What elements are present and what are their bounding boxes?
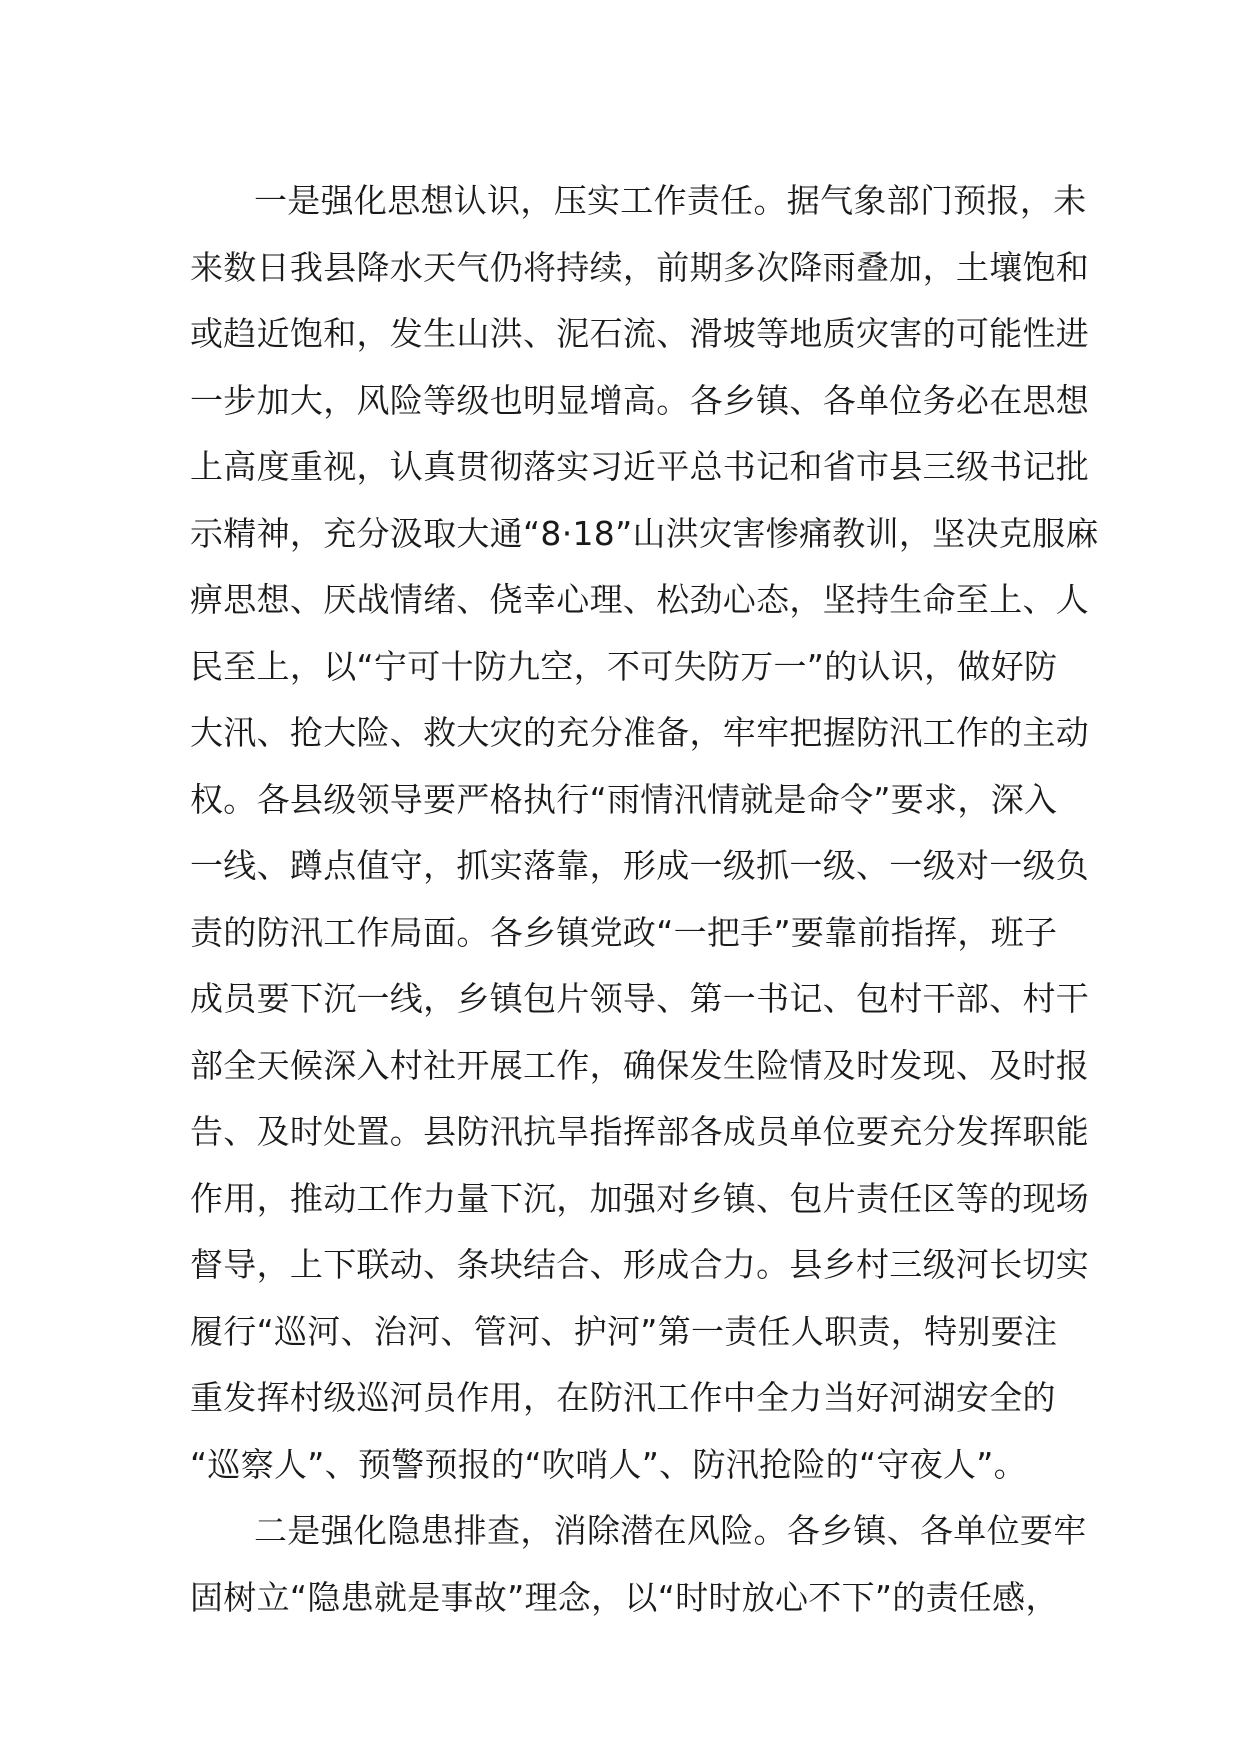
paragraph-1-line-20: “巡察人”、预警预报的“吹哨人”、防汛抢险的“守夜人”。: [190, 1444, 1027, 1484]
paragraph-1-line-15: 告、及时处置。县防汛抗旱指挥部各成员单位要充分发挥职能: [190, 1112, 1090, 1151]
paragraph-1-line-12: 责的防汛工作局面。各乡镇党政“一把手”要靠前指挥，班子: [190, 912, 1058, 952]
paragraph-1-line-13: 成员要下沉一线，乡镇包片领导、第一书记、包村干部、村干: [190, 979, 1090, 1018]
paragraph-1-line-9: 大汛、抢大险、救大灾的充分准备，牢牢把握防汛工作的主动: [190, 713, 1090, 752]
paragraph-1-line-14: 部全天候深入村社开展工作，确保发生险情及时发现、及时报: [190, 1045, 1090, 1085]
paragraph-1-line-11: 一线、蹲点值守，抓实落靠，形成一级抓一级、一级对一级负: [190, 846, 1090, 885]
paragraph-1-line-8: 民至上，以“宁可十防九空，不可失防万一”的认识，做好防: [190, 646, 1058, 686]
paragraph-1-line-19: 重发挥村级巡河员作用，在防汛工作中全力当好河湖安全的: [190, 1378, 1056, 1417]
paragraph-1-line-3: 或趋近饱和，发生山洪、泥石流、滑坡等地质灾害的可能性进: [190, 314, 1090, 353]
paragraph-1-line-16: 作用，推动工作力量下沉，加强对乡镇、包片责任区等的现场: [190, 1178, 1090, 1218]
paragraph-1-line-1: 一是强化思想认识，压实工作责任。据气象部门预报，未: [254, 181, 1087, 220]
paragraph-2-line-2: 固树立“隐患就是事故”理念，以“时时放心不下”的责任感，: [190, 1577, 1059, 1617]
paragraph-1-line-2: 来数日我县降水天气仍将持续，前期多次降雨叠加，土壤饱和: [190, 247, 1090, 287]
paragraph-1-line-10: 权。各县级领导要严格执行“雨情汛情就是命令”要求，深入: [190, 779, 1058, 819]
paragraph-1-line-18: 履行“巡河、治河、管河、护河”第一责任人职责，特别要注: [190, 1311, 1058, 1351]
body-text: [190, 168, 1099, 1631]
paragraph-1-line-7: 痹思想、厌战情绪、侥幸心理、松劲心态，坚持生命至上、人: [190, 580, 1090, 619]
paragraph-1-line-17: 督导，上下联动、条块结合、形成合力。县乡村三级河长切实: [190, 1245, 1090, 1284]
paragraph-2-line-1: 二是强化隐患排查，消除潜在风险。各乡镇、各单位要牢: [254, 1511, 1087, 1550]
paragraph-1-line-6: 示精神，充分汲取大通“8·18”山洪灾害惨痛教训，坚决克服麻: [190, 513, 1099, 553]
paragraph-1-line-4: 一步加大，风险等级也明显增高。各乡镇、各单位务必在思想: [190, 380, 1090, 420]
paragraph-1-line-5: 上高度重视，认真贯彻落实习近平总书记和省市县三级书记批: [190, 447, 1090, 486]
